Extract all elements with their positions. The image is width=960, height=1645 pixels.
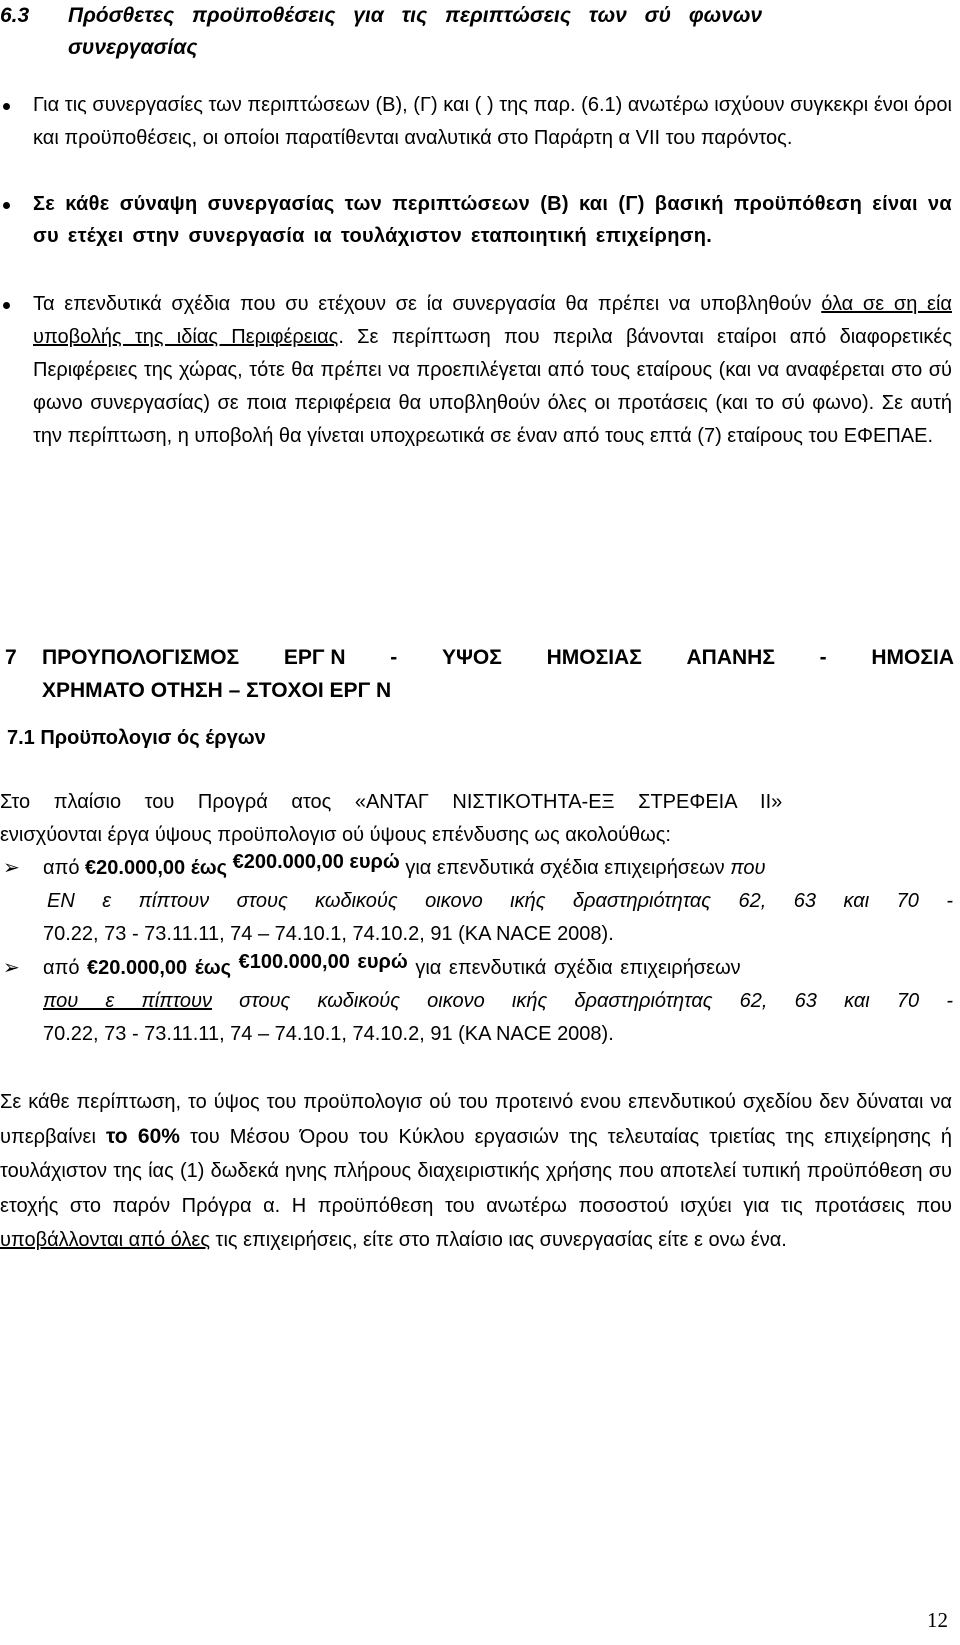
eos-label: έως <box>194 957 232 979</box>
section-title-line2: συνεργασίας <box>68 36 198 59</box>
underlined-text: υποβάλλονται από όλες <box>0 1229 210 1251</box>
section-title-line1: ΠΡΟΥΠΟΛΟΓΙΣΜΟΣ ΕΡΓ Ν - ΥΨΟΣ ΗΜΟΣΙΑΣ ΑΠΑΝΗΣ - ΗΜΟΣΙΑ <box>42 646 954 669</box>
intro-paragraph <box>0 786 952 852</box>
intro-line2: ενισχύονται έργα ύψους προϋπολογισ ού ύψους επένδυσης ως ακολούθως: <box>0 824 671 846</box>
intro-line1: Στο πλαίσιο του Προγρά ατος «ΑΝΤΑΓ ΝΙΣΤΙΚΟΤΗΤΑ-ΕΞ ΣΤΡΕΦΕΙΑ ΙΙ» <box>0 791 783 813</box>
page-number: 12 <box>927 1608 948 1632</box>
bullet-text: Για τις συνεργασίες των περιπτώσεων (Β), (Γ) και ( ) της παρ. (6.1) ανωτέρω ισχύουν συγκεκρι ένοι όροι και προϋποθέσεις, οι οποίοι παρατίθενται αναλυτικά στο Παράρτη α VII του παρόντος. <box>33 94 952 149</box>
section-title-line1: Πρόσθετες προϋποθέσεις για τις περιπτώσεις των σύ φωνων <box>68 4 763 27</box>
section-number: 7 <box>5 646 17 669</box>
section-number: 6.3 <box>0 4 30 27</box>
bullet-text: Τα επενδυτικά σχέδια που συ ετέχουν σε ία συνεργασία θα πρέπει να υποβληθούν όλα σε ση εία υποβολής της ιδίας Περιφέρειας. Σε περίπτωση που περιλα βάνονται εταίροι από διαφορετικές Περιφέρειες της χώρας, τότε θα πρέπει να προεπιλέγεται από τους εταίρους (και να αναφέρεται στο σύ φωνο συνεργασίας) σε ποια περιφέρεια θα υποβληθούν όλες οι προτάσεις (και το σύ φωνο). Σε αυτή την περίπτωση, η υποβολή θα γίνεται υποχρεωτικά σε έναν από τους επτά (7) εταίρους του ΕΦΕΠΑΕ. <box>33 293 952 447</box>
item-line2: ΕΝ ε πίπτουν στους κωδικούς οικονο ικής δραστηριότητας 62, 63 και 70 - <box>47 890 953 912</box>
item-line3: 70.22, 73 - 73.11.11, 74 – 74.10.1, 74.10.2, 91 (ΚΑ NACE 2008). <box>43 1023 614 1045</box>
bullet-dot-icon <box>3 202 10 209</box>
section-title-line2: ΧΡΗΜΑΤΟ ΟΤΗΣΗ – ΣΤΟΧΟΙ ΕΡΓ Ν <box>42 679 392 702</box>
to-amount: €200.000,00 ευρώ <box>232 851 400 873</box>
from-amount: €20.000,00 <box>85 857 186 879</box>
arrow-bullet-icon: ➢ <box>3 957 20 979</box>
bullet-dot-icon <box>3 103 10 110</box>
bullet-dot-icon <box>3 302 10 309</box>
underlined-text: όλα σε ση εία υποβολής της ιδίας Περιφέρειας <box>33 293 952 348</box>
eos-label: έως <box>190 857 228 879</box>
bullet-text: Σε κάθε σύναψη συνεργασίας των περιπτώσεων (Β) και (Γ) βασική προϋπόθεση είναι να συ ετέχει στην συνεργασία ια τουλάχιστον εταποιητική επιχείρηση. <box>33 193 952 247</box>
section-7-1-heading: 7.1 Προϋπολογισ ός έργων <box>7 727 266 749</box>
to-amount: €100.000,00 ευρώ <box>238 951 408 973</box>
underlined-text: που ε πίπτουν <box>43 990 212 1012</box>
percentage-text: το 60% <box>105 1124 180 1148</box>
item-line2: που ε πίπτουν στους κωδικούς οικονο ικής δραστηριότητας 62, 63 και 70 - <box>43 990 953 1012</box>
item-line1: από €20.000,00 έως €100.000,00 ευρώ για επενδυτικά σχέδια επιχειρήσεων <box>43 951 741 979</box>
closing-paragraph: Σε κάθε περίπτωση, το ύψος του προϋπολογισ ού του προτεινό ενου επενδυτικού σχεδίου δεν δύναται να υπερβαίνει το 60% του Μέσου Όρου του Κύκλου εργασιών της τελευταίας τριετίας της επιχείρησης ή τουλάχιστον της ίας (1) δωδεκά ηνης πλήρους διαχειριστικής χρήσης που αποτελεί τυπική προϋπόθεση συ ετοχής στο παρόν Πρόγρα α. Η προϋπόθεση του ανωτέρω ποσοστού ισχύει για τις προτάσεις που υποβάλλονται από όλες τις επιχειρήσεις, είτε στο πλαίσιο ιας συνεργασίας είτε ε ονω ένα. <box>0 1091 953 1251</box>
item-line3: 70.22, 73 - 73.11.11, 74 – 74.10.1, 74.10.2, 91 (ΚΑ NACE 2008). <box>43 923 614 945</box>
arrow-bullet-icon: ➢ <box>3 857 20 879</box>
from-amount: €20.000,00 <box>87 957 188 979</box>
item-line1: από €20.000,00 έως €200.000,00 ευρώ για επενδυτικά σχέδια επιχειρήσεων που <box>43 851 766 879</box>
